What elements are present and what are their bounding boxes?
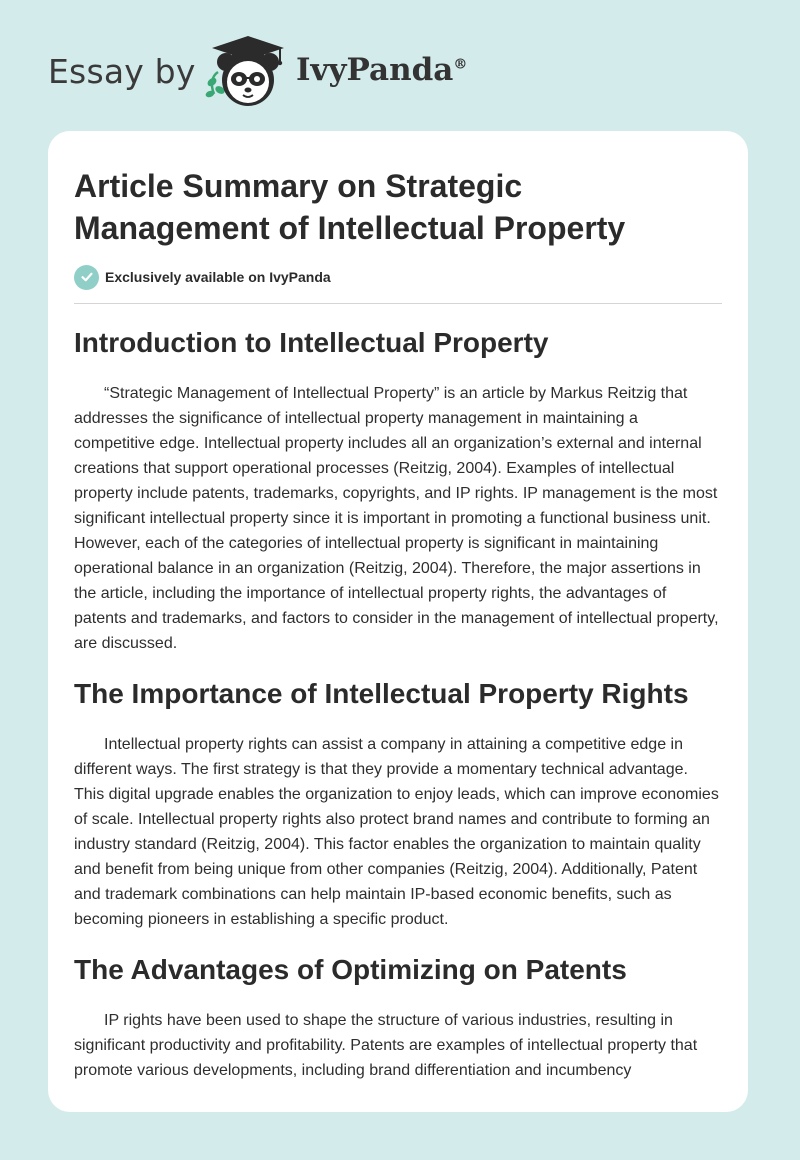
section-patents xyxy=(74,952,722,1083)
panda-logo-icon[interactable] xyxy=(200,32,294,110)
essay-by-label: Essay by xyxy=(48,52,196,91)
exclusive-badge-label: Exclusively available on IvyPanda xyxy=(105,269,331,285)
article-body xyxy=(74,325,722,1103)
section-introduction xyxy=(74,325,722,656)
section-ip-rights xyxy=(74,676,722,932)
section-heading: Introduction to Intellectual Property xyxy=(74,327,549,358)
article-title: Article Summary on Strategic Management of Intellectual Property xyxy=(74,168,626,246)
ivypanda-brand[interactable]: IvyPanda® xyxy=(296,52,468,88)
check-icon xyxy=(74,265,99,290)
site-header xyxy=(0,0,800,130)
divider xyxy=(74,303,722,304)
article-card xyxy=(48,131,748,1112)
section-paragraph: Intellectual property rights can assist a company in attaining a competitive edge in different ways. The first strategy is that they provide a momentary technical advantage. This digital upgrade enables the organization to enjoy leads, which can improve economies of scale. Intellectual property rights also protect brand names and contribute to forming an industry standard (Reitzig, 2004). This factor enables the organization to maintain quality and benefit from being unique from other companies (Reitzig, 2004). Additionally, Patent and trademark combinations can help maintain IP-based economic benefits, such as becoming pioneers in establishing a specific product. xyxy=(74,736,719,928)
section-paragraph: “Strategic Management of Intellectual Property” is an article by Markus Reitzig that addresses the significance of intellectual property management in maintaining a competitive edge. Intellectual property includes all an organization’s external and internal creations that support operational processes (Reitzig, 2004). Examples of intellectual property include patents, trademarks, copyrights, and IP rights. IP management is the most significant intellectual property since it is important in promoting a functional business unit. However, each of the categories of intellectual property is significant in maintaining operational balance in an organization (Reitzig, 2004). Therefore, the major assertions in the article, including the importance of intellectual property rights, the advantages of patents and trademarks, and factors to consider in the management of intellectual property, are discussed. xyxy=(74,385,719,652)
section-paragraph: IP rights have been used to shape the structure of various industries, resulting in significant productivity and profitability. Patents are examples of intellectual property that promote various developments, including brand differentiation and incumbency xyxy=(74,1012,698,1079)
section-heading: The Importance of Intellectual Property Rights xyxy=(74,678,689,709)
exclusive-badge xyxy=(74,264,331,290)
section-heading: The Advantages of Optimizing on Patents xyxy=(74,954,627,985)
